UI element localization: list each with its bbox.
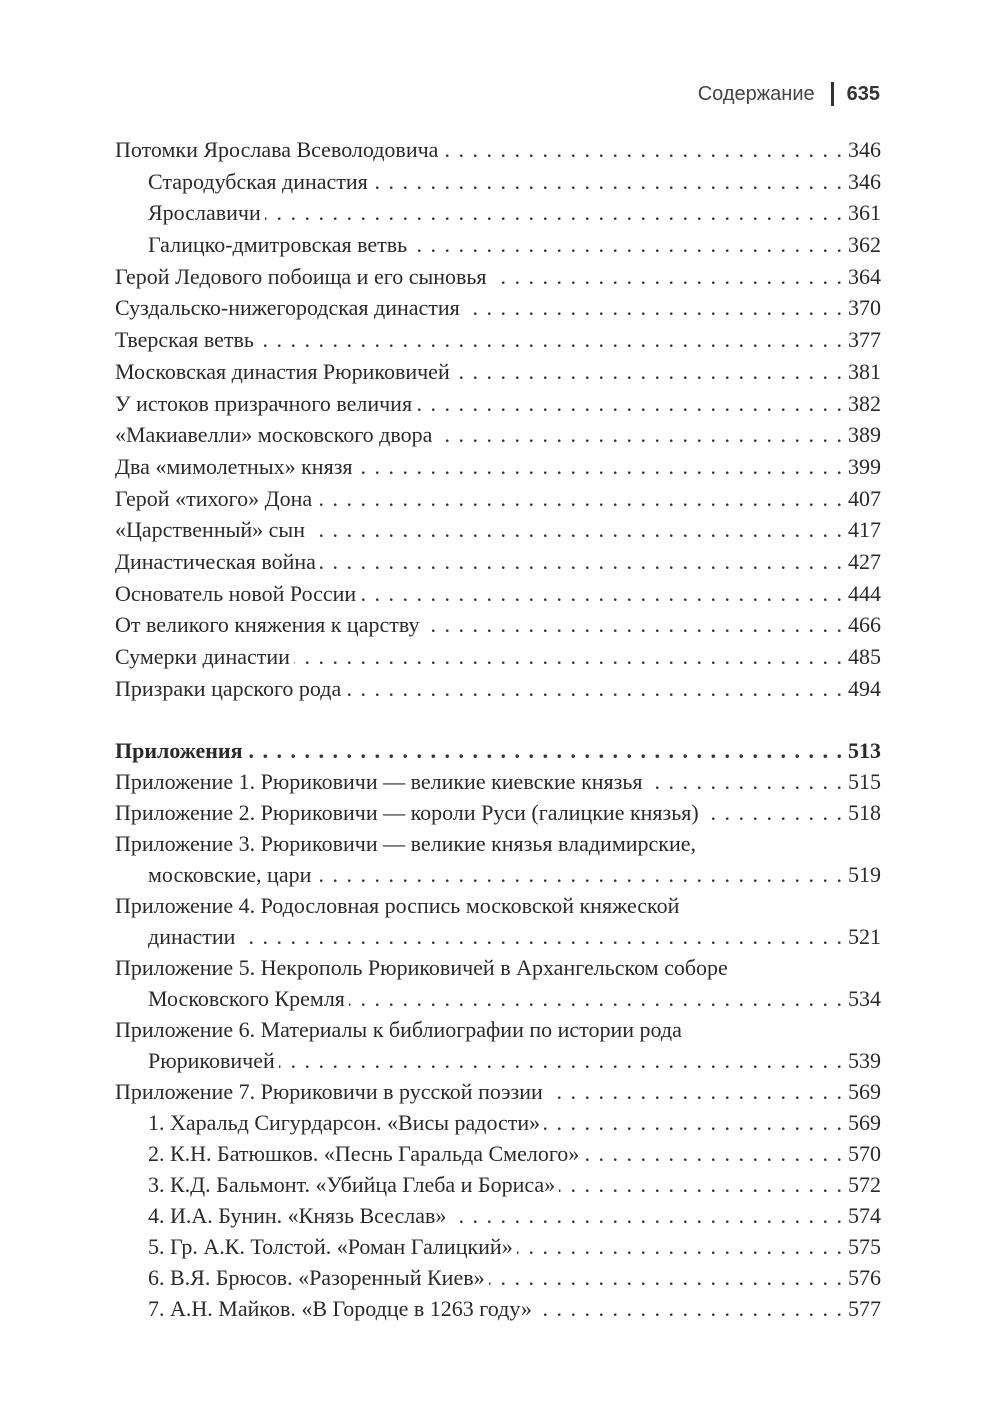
toc-entry-title-line: Приложение 3. Рюриковичи — великие князья владимирские, xyxy=(115,831,697,856)
toc-section-appendices xyxy=(115,735,881,1324)
dot-leader xyxy=(309,514,842,546)
dot-leader xyxy=(279,1045,842,1076)
toc-entry-page: 417 xyxy=(848,517,881,543)
dot-leader xyxy=(315,859,842,890)
dot-leader xyxy=(372,166,842,198)
toc-entry[interactable] xyxy=(115,578,881,610)
toc-entry-page: 466 xyxy=(848,612,881,638)
toc-entry-title: Основатель новой России xyxy=(115,580,357,606)
toc-entry-page: 576 xyxy=(848,1265,881,1290)
toc-entry-multiline[interactable] xyxy=(115,952,881,1014)
toc-entry-page: 346 xyxy=(848,168,881,194)
toc-entry-title: Сумерки династии xyxy=(115,644,290,669)
toc-entry[interactable] xyxy=(115,673,881,705)
toc-entry-title: Приложения xyxy=(115,738,243,763)
toc-entry-title: Призраки царского рода xyxy=(115,675,342,701)
toc-entry[interactable] xyxy=(115,641,881,673)
toc-entry[interactable] xyxy=(115,766,881,797)
toc-entry-page: 521 xyxy=(848,924,881,949)
toc-entry-page: 407 xyxy=(848,485,881,511)
toc-entry[interactable] xyxy=(115,1107,881,1138)
toc-entry-page: 361 xyxy=(848,200,881,226)
toc-entry-multiline[interactable] xyxy=(115,828,881,890)
toc-entry-title: От великого княжения к царству xyxy=(115,612,420,638)
toc-entry-title: Династическая война xyxy=(115,548,316,574)
toc-entry[interactable] xyxy=(115,356,881,388)
toc-entry-title: Суздальско-нижегородская династия xyxy=(115,295,460,321)
dot-leader xyxy=(442,134,842,166)
toc-entry-title: 5. Гр. А.К. Толстой. «Роман Галицкий» xyxy=(148,1234,513,1259)
toc-entry-title: Два «мимолетных» князя xyxy=(115,453,353,479)
toc-entry-title: Приложение 2. Рюриковичи — короли Руси (галицкие князья) xyxy=(115,800,699,825)
dot-leader xyxy=(491,261,842,293)
dot-leader xyxy=(517,1231,842,1262)
dot-leader xyxy=(489,1262,842,1293)
toc-entry-title: Приложение 7. Рюриковичи в русской поэзии xyxy=(115,1079,543,1104)
toc-entry[interactable] xyxy=(115,735,881,766)
toc-entry-page: 346 xyxy=(848,137,881,162)
dot-leader xyxy=(258,324,842,356)
toc-entry-title-line: Приложение 5. Некрополь Рюриковичей в Архангельском соборе xyxy=(115,955,728,980)
dot-leader xyxy=(464,292,842,324)
toc-entry[interactable] xyxy=(115,1169,881,1200)
dot-leader xyxy=(454,356,842,388)
toc-entry[interactable] xyxy=(115,166,881,198)
toc-entry-page: 513 xyxy=(848,738,881,763)
toc-entry[interactable] xyxy=(115,609,881,641)
toc-entry-title: Приложение 1. Рюриковичи — великие киевские князья xyxy=(115,769,643,794)
dot-leader xyxy=(265,197,842,229)
toc-entry-page: 427 xyxy=(848,548,881,574)
toc-entry[interactable] xyxy=(115,451,881,483)
dot-leader xyxy=(647,766,843,797)
toc-entry-title: 7. А.Н. Майков. «В Городце в 1263 году» xyxy=(148,1296,532,1321)
toc-entry-title: Герой Ледового побоища и его сыновья xyxy=(115,263,487,289)
toc-entry-title: 1. Харальд Сигурдарсон. «Висы радости» xyxy=(148,1110,541,1135)
page-number: 635 xyxy=(846,82,880,105)
toc-entry-page: 539 xyxy=(848,1048,881,1073)
toc-entry-page: 362 xyxy=(848,232,881,258)
toc-entry-title-line: Приложение 4. Родословная роспись московской княжеской xyxy=(115,893,680,918)
toc-entry-page: 577 xyxy=(848,1296,881,1321)
dot-leader xyxy=(703,797,842,828)
toc-entry[interactable] xyxy=(115,1076,881,1107)
toc-entry-title-line: Приложение 6. Материалы к библиографии по истории рода xyxy=(115,1017,682,1042)
toc-entry[interactable] xyxy=(115,514,881,546)
dot-leader xyxy=(320,546,842,578)
toc-entry[interactable] xyxy=(115,1262,881,1293)
dot-leader xyxy=(450,1200,842,1231)
toc-entry-page: 382 xyxy=(848,390,881,416)
toc-entry-page: 569 xyxy=(848,1079,881,1104)
toc-entry-title: Московского Кремля xyxy=(148,986,345,1011)
toc-entry-page: 534 xyxy=(848,986,881,1011)
toc-entry[interactable] xyxy=(115,921,881,952)
toc-entry-title: Галицко-дмитровская ветвь xyxy=(148,232,408,258)
dot-leader xyxy=(349,983,842,1014)
toc-entry-multiline[interactable] xyxy=(115,890,881,952)
toc-entry-page: 399 xyxy=(848,453,881,479)
running-header xyxy=(698,82,880,106)
toc-entry[interactable] xyxy=(115,1293,881,1324)
toc-entry[interactable] xyxy=(115,1231,881,1262)
toc-entry-multiline[interactable] xyxy=(115,1014,881,1076)
dot-leader xyxy=(559,1169,842,1200)
toc-entry[interactable] xyxy=(115,797,881,828)
toc-entry-page: 575 xyxy=(848,1234,881,1259)
dot-leader xyxy=(411,229,842,261)
dot-leader xyxy=(360,578,842,610)
toc-entry-title: Московская династия Рюриковичей xyxy=(115,358,450,384)
dot-leader xyxy=(436,419,842,451)
toc-entry-title: Тверская ветвь xyxy=(115,327,254,353)
toc-entry-page: 572 xyxy=(848,1172,881,1197)
toc-entry[interactable] xyxy=(115,229,881,261)
dot-leader xyxy=(424,609,843,641)
toc-entry-title: династии xyxy=(148,924,236,949)
toc-entry-page: 377 xyxy=(848,327,881,353)
header-divider xyxy=(831,82,834,106)
toc-entry-title: 2. К.Н. Батюшков. «Песнь Гаральда Смелого» xyxy=(148,1141,580,1166)
toc-entry-title: 6. В.Я. Брюсов. «Разоренный Киев» xyxy=(148,1265,485,1290)
toc-entry-title: Рюриковичей xyxy=(148,1048,275,1073)
toc-entry[interactable] xyxy=(115,419,881,451)
toc-entry-title: Ярославичи xyxy=(148,200,261,226)
toc-entry-title: 3. К.Д. Бальмонт. «Убийца Глеба и Бориса» xyxy=(148,1172,556,1197)
toc-entry[interactable] xyxy=(115,1045,881,1076)
toc-entry[interactable] xyxy=(115,483,881,515)
dot-leader xyxy=(583,1138,842,1169)
toc-entry-page: 574 xyxy=(848,1203,881,1228)
dot-leader xyxy=(345,673,842,705)
toc-entry-title: Потомки Ярослава Всеволодовича xyxy=(115,137,439,162)
toc-entry-page: 515 xyxy=(848,769,881,794)
toc-entry-page: 485 xyxy=(848,644,881,669)
toc-entry[interactable] xyxy=(115,546,881,578)
toc-entry[interactable] xyxy=(115,324,881,356)
dot-leader xyxy=(316,483,842,515)
toc-entry-page: 518 xyxy=(848,800,881,825)
toc-entry[interactable] xyxy=(115,983,881,1014)
toc-entry[interactable] xyxy=(115,261,881,293)
toc-entry[interactable] xyxy=(115,134,881,166)
toc-entry-page: 569 xyxy=(848,1110,881,1135)
header-section-title: Содержание xyxy=(697,82,815,105)
toc-entry-page: 570 xyxy=(848,1141,881,1166)
toc-entry-page: 389 xyxy=(848,422,881,448)
toc-entry-title: Стародубская династия xyxy=(148,168,368,194)
toc-entry-title: 4. И.А. Бунин. «Князь Всеслав» xyxy=(148,1203,447,1228)
toc-entry-title: «Царственный» сын xyxy=(115,517,305,543)
toc-entry[interactable] xyxy=(115,1200,881,1231)
toc-entry-title: московские, цари xyxy=(148,862,312,887)
toc-entry-page: 494 xyxy=(848,675,881,701)
dot-leader xyxy=(294,641,842,673)
toc-entry-page: 381 xyxy=(848,358,881,384)
toc-entry[interactable] xyxy=(115,859,881,890)
toc-entry-page: 444 xyxy=(848,580,881,606)
dot-leader xyxy=(357,451,843,483)
toc-entry-page: 364 xyxy=(848,263,881,289)
toc-entry[interactable] xyxy=(115,1138,881,1169)
toc-entry[interactable] xyxy=(115,197,881,229)
dot-leader xyxy=(547,1076,842,1107)
dot-leader xyxy=(536,1293,842,1324)
toc-entry[interactable] xyxy=(115,388,881,420)
toc-entry[interactable] xyxy=(115,292,881,324)
dot-leader xyxy=(239,921,842,952)
toc-entry-title: «Макиавелли» московского двора xyxy=(115,422,433,448)
toc-section-dynasties xyxy=(115,134,881,704)
dot-leader xyxy=(416,388,842,420)
toc-entry-title: У истоков призрачного величия xyxy=(115,390,413,416)
dot-leader xyxy=(544,1107,842,1138)
dot-leader xyxy=(247,735,843,766)
toc-entry-page: 519 xyxy=(848,862,881,887)
toc-entry-title: Герой «тихого» Дона xyxy=(115,485,313,511)
toc-entry-page: 370 xyxy=(848,295,881,321)
